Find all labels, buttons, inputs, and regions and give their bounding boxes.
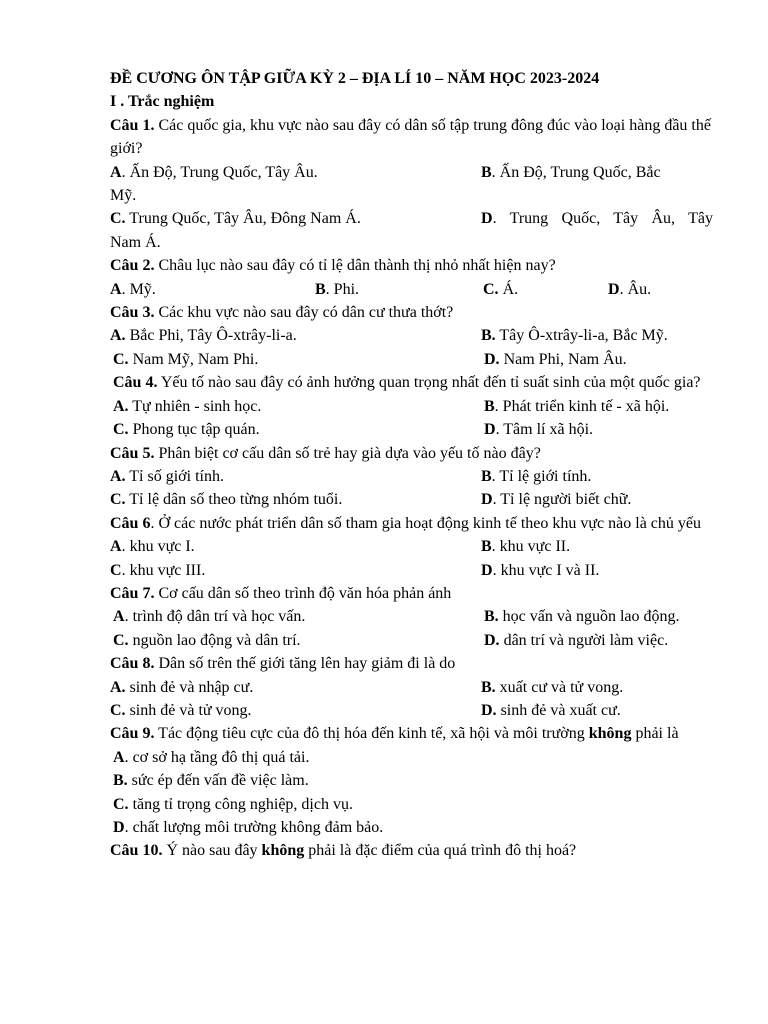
option-b: B. Tây Ô-xtrây-li-a, Bắc Mỹ. xyxy=(481,327,668,345)
question-3 xyxy=(110,301,713,371)
option-c: C. Phong tục tập quán. xyxy=(113,421,260,439)
question-text xyxy=(110,114,713,161)
option-c: C. Nam Mỹ, Nam Phi. xyxy=(113,350,259,368)
emphasis-word: không xyxy=(588,725,632,743)
question-label: Câu 7. xyxy=(110,584,155,602)
option-a: A. cơ sở hạ tầng đô thị quá tải. xyxy=(113,748,310,766)
question-text: Câu 10. Ý nào sau đây không phải là đặc điểm của quá trình đô thị hoá? xyxy=(110,842,577,860)
question-stem: Châu lục nào sau đây có tỉ lệ dân thành thị nhỏ nhất hiện nay? xyxy=(154,257,556,275)
option-c: C. Á. xyxy=(483,280,519,298)
option-d: D. Âu. xyxy=(608,280,652,298)
option-b: B. học vấn và nguồn lao động. xyxy=(484,608,680,626)
question-stem: Yếu tố nào sau đây có ảnh hưởng quan trọng nhất đến tỉ suất sinh của một quốc gia? xyxy=(157,374,701,392)
question-text: Câu 9. Tác động tiêu cực của đô thị hóa đến kinh tế, xã hội và môi trường không phải là xyxy=(110,725,679,743)
option-d-continued: Nam Á. xyxy=(110,233,161,251)
question-stem: Các khu vực nào sau đây có dân cư thưa thớt? xyxy=(154,304,454,322)
question-9 xyxy=(110,722,713,839)
section-heading: I . Trắc nghiệm xyxy=(110,93,215,111)
page-title: ĐỀ CƯƠNG ÔN TẬP GIỮA KỲ 2 – ĐỊA LÍ 10 – NĂM HỌC 2023-2024 xyxy=(110,70,600,87)
option-d: D. Nam Phi, Nam Âu. xyxy=(484,350,627,368)
option-b: B. Phi. xyxy=(315,280,360,298)
question-stem: . Ở các nước phát triển dân số tham gia hoạt động kinh tế theo khu vực nào là chủ yếu xyxy=(150,514,701,532)
option-a: A. Bắc Phi, Tây Ô-xtrây-li-a. xyxy=(110,327,297,345)
option-c: C. Trung Quốc, Tây Âu, Đông Nam Á. xyxy=(110,210,361,228)
option-b: B. Ấn Độ, Trung Quốc, Bắc xyxy=(481,163,661,181)
option-b-continued: Mỹ. xyxy=(110,187,137,205)
question-stem: Phân biệt cơ cấu dân số trẻ hay già dựa vào yếu tố nào đây? xyxy=(154,444,541,462)
option-d: D. chất lượng môi trường không đảm bảo. xyxy=(113,819,384,836)
option-a: A. khu vực I. xyxy=(110,538,195,556)
option-d: D. Tâm lí xã hội. xyxy=(484,421,594,439)
option-b: B. sức ép đến vấn đề việc làm. xyxy=(113,772,309,790)
option-b: B. khu vực II. xyxy=(481,538,571,556)
question-stem: Dân số trên thế giới tăng lên hay giảm đi là do xyxy=(154,655,456,673)
option-b: B. Phát triển kinh tế - xã hội. xyxy=(484,397,670,415)
option-d: D. khu vực I và II. xyxy=(481,561,600,579)
option-d: D. Tỉ lệ người biết chữ. xyxy=(481,491,632,509)
option-c: C. khu vực III. xyxy=(110,561,206,579)
question-5 xyxy=(110,442,713,512)
question-1 xyxy=(110,114,713,254)
option-c: C. sinh đẻ và tử vong. xyxy=(110,701,252,719)
question-text xyxy=(110,512,713,535)
question-text xyxy=(110,371,713,394)
question-label: Câu 6 xyxy=(110,514,151,532)
option-d: D. Trung Quốc, Tây Âu, Tây xyxy=(481,210,713,228)
question-2 xyxy=(110,254,713,301)
option-a: A. Tỉ số giới tính. xyxy=(110,467,224,485)
question-10 xyxy=(110,839,713,862)
option-a: A. Ấn Độ, Trung Quốc, Tây Âu. xyxy=(110,163,318,181)
question-text xyxy=(110,254,713,277)
question-label: Câu 5. xyxy=(110,444,155,462)
option-b: B. Tỉ lệ giới tính. xyxy=(481,467,592,485)
question-label: Câu 1. xyxy=(110,116,155,134)
option-a: A. trình độ dân trí và học vấn. xyxy=(113,608,306,626)
option-a: A. Mỹ. xyxy=(110,280,156,298)
option-d: D. dân trí và người làm việc. xyxy=(484,631,669,649)
option-b: B. xuất cư và tử vong. xyxy=(481,678,624,696)
question-label: Câu 3. xyxy=(110,304,155,322)
option-a: A. sinh đẻ và nhập cư. xyxy=(110,678,254,696)
question-7 xyxy=(110,582,713,652)
option-c: C. tăng tỉ trọng công nghiệp, dịch vụ. xyxy=(113,795,353,813)
option-a: A. Tự nhiên - sinh học. xyxy=(113,397,262,415)
question-8 xyxy=(110,652,713,722)
question-label: Câu 9. xyxy=(110,725,155,743)
question-label: Câu 10. xyxy=(110,842,163,860)
question-label: Câu 8. xyxy=(110,655,155,673)
question-text xyxy=(110,652,713,675)
question-6 xyxy=(110,512,713,582)
question-label: Câu 2. xyxy=(110,257,155,275)
question-text xyxy=(110,582,713,605)
question-text xyxy=(110,301,713,324)
emphasis-word: không xyxy=(261,842,305,860)
question-stem: Cơ cấu dân số theo trình độ văn hóa phản ánh xyxy=(154,584,452,602)
question-label: Câu 4. xyxy=(113,374,158,392)
question-text xyxy=(110,442,713,465)
question-4 xyxy=(110,371,713,441)
option-c: C. Tỉ lệ dân số theo từng nhóm tuổi. xyxy=(110,491,343,509)
question-stem: Các quốc gia, khu vực nào sau đây có dân số tập trung đông đúc vào loại hàng đầu thế giới? xyxy=(110,116,711,158)
option-c: C. nguồn lao động và dân trí. xyxy=(113,631,301,649)
option-d: D. sinh đẻ và xuất cư. xyxy=(481,701,621,719)
